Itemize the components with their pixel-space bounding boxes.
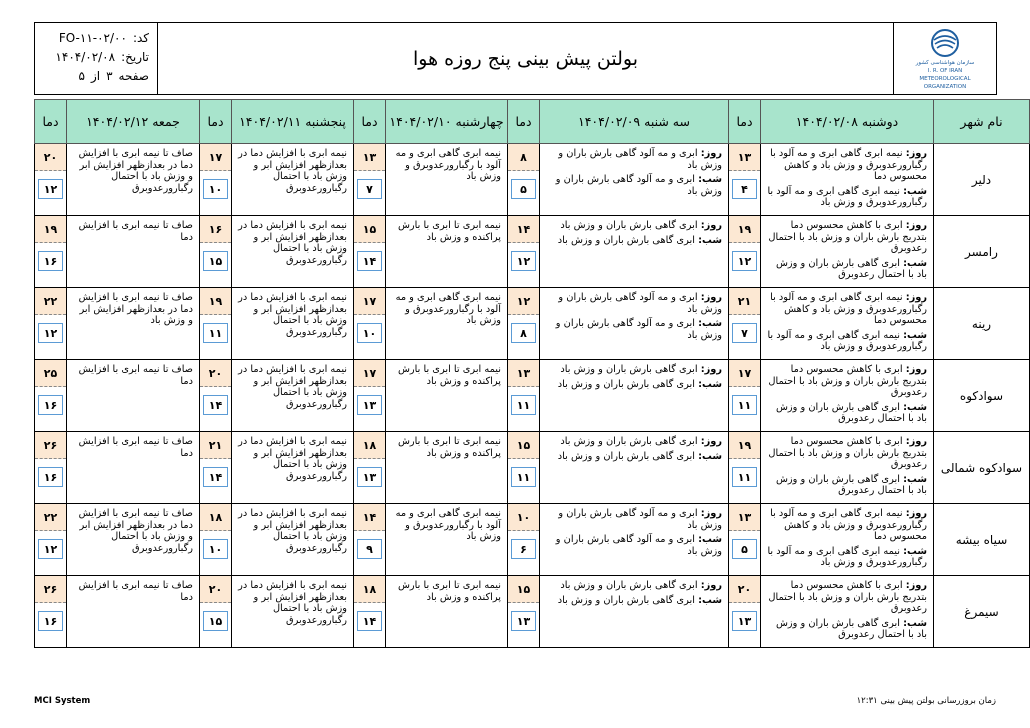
min-temp: ۱۵: [203, 611, 228, 631]
city-name: دلیر: [934, 144, 1030, 216]
night-label: شب:: [698, 534, 722, 545]
code-value: FO-۱۱-۰۲/۰۰: [58, 31, 127, 45]
date-row: [43, 48, 149, 67]
day3-forecast: نیمه ابری تا ابری با بارش پراکنده و وزش باد: [386, 576, 508, 648]
date-label: تاریخ:: [121, 50, 149, 64]
day-label: روز:: [700, 148, 722, 159]
min-temp: ۱۳: [357, 395, 382, 415]
col-day4: پنجشنبه ۱۴۰۴/۰۲/۱۱: [232, 100, 354, 144]
day2-temp: [508, 504, 540, 576]
max-temp: ۱۳: [729, 504, 760, 531]
day4-forecast: نیمه ابری با افزایش دما در بعدازظهر افزایش ابر و وزش باد با احتمال رگبارورعدوبرق: [232, 432, 354, 504]
update-time: ۱۲:۳۱: [856, 696, 878, 706]
city-name: رامسر: [934, 216, 1030, 288]
day5-forecast: صاف تا نیمه ابری با افزایش دما: [67, 576, 200, 648]
day2-temp: [508, 576, 540, 648]
day1-night-text: ابری گاهی بارش باران و وزش باد با احتمال رعدوبرق: [775, 401, 927, 424]
max-temp: ۱۹: [200, 288, 231, 315]
day4-forecast: نیمه ابری با افزایش دما در بعدازظهر افزایش ابر و وزش باد با احتمال رگبارورعدوبرق: [232, 504, 354, 576]
day3-temp: [354, 576, 386, 648]
day3-temp: [354, 360, 386, 432]
day5-temp: [35, 216, 67, 288]
day1-day-text: ابری با کاهش محسوس دما بتدریج بارش باران و وزش باد با احتمال رعدوبرق: [768, 580, 927, 614]
logo-cell: [893, 23, 996, 94]
night-label: شب:: [698, 174, 722, 185]
day5-temp: [35, 360, 67, 432]
max-temp: ۱۷: [354, 360, 385, 387]
night-label: شب:: [698, 450, 722, 462]
min-temp: ۶: [511, 539, 536, 559]
col-day4-temp: دما: [200, 100, 232, 144]
min-temp: ۱۱: [511, 395, 536, 415]
logo: [916, 28, 975, 90]
min-temp: ۱۶: [38, 467, 63, 487]
page-label: صفحه: [118, 69, 149, 83]
max-temp: ۱۸: [354, 432, 385, 459]
date-value: ۱۴۰۴/۰۲/۰۸: [55, 50, 116, 64]
min-temp: ۱۲: [38, 323, 63, 343]
day3-forecast: نیمه ابری تا ابری با بارش پراکنده و وزش باد: [386, 360, 508, 432]
col-day1: دوشنبه ۱۴۰۴/۰۲/۰۸: [761, 100, 934, 144]
day2-night-text: ابری گاهی بارش باران و وزش باد: [557, 378, 695, 390]
day2-forecast: [540, 360, 729, 432]
code-label: کد:: [132, 31, 149, 45]
max-temp: ۲۵: [35, 360, 66, 387]
day1-forecast: [761, 288, 934, 360]
max-temp: ۱۳: [354, 144, 385, 171]
day1-day-text: نیمه ابری گاهی ابری و مه آلود با رگبارورعدوبرق و وزش باد و کاهش محسوس دما: [770, 508, 927, 542]
day2-day-text: ابری گاهی بارش باران و وزش باد: [560, 580, 698, 591]
day3-forecast: نیمه ابری گاهی ابری و مه آلود با رگبارورعدوبرق و وزش باد: [386, 144, 508, 216]
day4-temp: [200, 504, 232, 576]
day3-forecast: نیمه ابری گاهی ابری و مه آلود با رگبارورعدوبرق و وزش باد: [386, 504, 508, 576]
min-temp: ۹: [357, 539, 382, 559]
day1-day-text: ابری با کاهش محسوس دما بتدریج بارش باران و وزش باد با احتمال رعدوبرق: [768, 364, 927, 398]
table-row: [35, 144, 1030, 216]
day3-temp: [354, 504, 386, 576]
day1-temp: [729, 360, 761, 432]
day5-forecast: صاف تا نیمه ابری با افزایش دما در بعدازظهر افزایش ابر و وزش باد با احتمال رگبارورعدوبرق: [67, 144, 200, 216]
night-label: شب:: [698, 378, 722, 390]
max-temp: ۱۷: [200, 144, 231, 171]
day4-forecast: نیمه ابری با افزایش دما در بعدازظهر افزایش ابر و وزش باد با احتمال رگبارورعدوبرق: [232, 576, 354, 648]
day1-temp: [729, 432, 761, 504]
day1-forecast: [761, 216, 934, 288]
day1-day-text: ابری با کاهش محسوس دما بتدریج بارش باران و وزش باد با احتمال رعدوبرق: [768, 220, 927, 254]
night-label: شب:: [903, 185, 927, 197]
max-temp: ۱۹: [35, 216, 66, 243]
logo-line-4: ORGANIZATION: [923, 83, 967, 90]
max-temp: ۱۰: [508, 504, 539, 531]
day1-forecast: [761, 432, 934, 504]
page-row: [43, 67, 149, 86]
page-of: از: [90, 69, 101, 83]
day3-temp: [354, 288, 386, 360]
max-temp: ۱۷: [354, 288, 385, 315]
max-temp: ۲۱: [729, 288, 760, 315]
max-temp: ۱۲: [508, 288, 539, 315]
day1-temp: [729, 288, 761, 360]
max-temp: ۱۸: [200, 504, 231, 531]
min-temp: ۱۴: [357, 251, 382, 271]
night-label: شب:: [903, 329, 927, 341]
code-row: [43, 29, 149, 48]
bulletin-header: [34, 22, 997, 95]
night-label: شب:: [698, 594, 722, 606]
day-label: روز:: [700, 220, 722, 231]
col-day1-temp: دما: [729, 100, 761, 144]
min-temp: ۱۱: [732, 395, 757, 415]
max-temp: ۱۵: [354, 216, 385, 243]
day3-temp: [354, 144, 386, 216]
table-row: [35, 216, 1030, 288]
day2-night-text: ابری و مه آلود گاهی بارش باران و وزش باد: [555, 174, 722, 197]
min-temp: ۱۰: [203, 539, 228, 559]
day2-night-text: ابری و مه آلود گاهی بارش باران و وزش باد: [555, 534, 722, 557]
system-name: MCI System: [34, 696, 91, 706]
day-label: روز:: [905, 292, 927, 303]
min-temp: ۱۳: [357, 467, 382, 487]
day4-forecast: نیمه ابری با افزایش دما در بعدازظهر افزایش ابر و وزش باد با احتمال رگبارورعدوبرق: [232, 288, 354, 360]
max-temp: ۱۵: [508, 432, 539, 459]
day2-temp: [508, 216, 540, 288]
min-temp: ۱۱: [511, 467, 536, 487]
day2-day-text: ابری گاهی بارش باران و وزش باد: [560, 436, 698, 447]
table-header-row: [35, 100, 1030, 144]
min-temp: ۱۵: [203, 251, 228, 271]
table-row: [35, 360, 1030, 432]
logo-line-3: METEOROLOGICAL: [919, 75, 971, 82]
day5-forecast: صاف تا نیمه ابری با افزایش دما در بعدازظهر افزایش ابر و وزش باد: [67, 288, 200, 360]
city-name: سوادکوه: [934, 360, 1030, 432]
max-temp: ۱۴: [508, 216, 539, 243]
day1-night-text: ابری گاهی بارش باران و وزش باد با احتمال رعدوبرق: [775, 617, 927, 640]
page-total: ۵: [78, 69, 85, 83]
day3-forecast: نیمه ابری تا ابری با بارش پراکنده و وزش باد: [386, 216, 508, 288]
day-label: روز:: [700, 292, 722, 303]
day2-forecast: [540, 432, 729, 504]
day-label: روز:: [700, 364, 722, 375]
max-temp: ۱۳: [508, 360, 539, 387]
max-temp: ۲۰: [35, 144, 66, 171]
min-temp: ۱۱: [203, 323, 228, 343]
day2-temp: [508, 360, 540, 432]
min-temp: ۵: [732, 539, 757, 559]
day1-forecast: [761, 144, 934, 216]
min-temp: ۱۶: [38, 395, 63, 415]
day4-temp: [200, 360, 232, 432]
min-temp: ۱۴: [357, 611, 382, 631]
day1-day-text: نیمه ابری گاهی ابری و مه آلود با رگبارورعدوبرق و وزش باد و کاهش محسوس دما: [770, 292, 927, 326]
table-row: [35, 432, 1030, 504]
min-temp: ۱۲: [732, 251, 757, 271]
max-temp: ۱۷: [729, 360, 760, 387]
day1-day-text: نیمه ابری گاهی ابری و مه آلود با رگبارورعدوبرق و وزش باد و کاهش محسوس دما: [770, 148, 927, 182]
page-current: ۳: [106, 69, 113, 83]
day1-temp: [729, 144, 761, 216]
day5-temp: [35, 504, 67, 576]
day2-day-text: ابری و مه آلود گاهی بارش باران و وزش باد: [558, 148, 722, 171]
day3-forecast: نیمه ابری گاهی ابری و مه آلود با رگبارورعدوبرق و وزش باد: [386, 288, 508, 360]
city-name: رینه: [934, 288, 1030, 360]
day5-temp: [35, 432, 67, 504]
day4-forecast: نیمه ابری با افزایش دما در بعدازظهر افزایش ابر و وزش باد با احتمال رگبارورعدوبرق: [232, 360, 354, 432]
day2-temp: [508, 144, 540, 216]
day-label: روز:: [700, 508, 722, 519]
night-label: شب:: [903, 545, 927, 557]
day1-forecast: [761, 360, 934, 432]
col-day2-temp: دما: [508, 100, 540, 144]
logo-line-2: I. R. OF IRAN: [927, 67, 963, 74]
table-row: [35, 576, 1030, 648]
table-row: [35, 288, 1030, 360]
max-temp: ۲۶: [35, 576, 66, 603]
day4-temp: [200, 432, 232, 504]
max-temp: ۲۱: [200, 432, 231, 459]
col-day2: سه شنبه ۱۴۰۴/۰۲/۰۹: [540, 100, 729, 144]
logo-line-1: سازمان هواشناسی کشور: [915, 59, 975, 66]
day4-forecast: نیمه ابری با افزایش دما در بعدازظهر افزایش ابر و وزش باد با احتمال رگبارورعدوبرق: [232, 144, 354, 216]
day1-night-text: نیمه ابری گاهی ابری و مه آلود با رگبارورعدوبرق و وزش باد: [767, 545, 927, 568]
day1-forecast: [761, 504, 934, 576]
day2-day-text: ابری و مه آلود گاهی بارش باران و وزش باد: [558, 508, 722, 531]
night-label: شب:: [903, 257, 927, 269]
day3-temp: [354, 432, 386, 504]
day1-night-text: ابری گاهی بارش باران و وزش باد با احتمال رعدوبرق: [775, 473, 927, 496]
city-name: سوادکوه شمالی: [934, 432, 1030, 504]
max-temp: ۲۲: [35, 504, 66, 531]
day5-temp: [35, 288, 67, 360]
max-temp: ۲۲: [35, 288, 66, 315]
max-temp: ۸: [508, 144, 539, 171]
day5-forecast: صاف تا نیمه ابری با افزایش دما: [67, 432, 200, 504]
day5-forecast: صاف تا نیمه ابری با افزایش دما در بعدازظهر افزایش ابر و وزش باد با احتمال رگبارورعدوبرق: [67, 504, 200, 576]
day4-temp: [200, 576, 232, 648]
min-temp: ۵: [511, 179, 536, 199]
day-label: روز:: [905, 220, 927, 231]
day1-temp: [729, 576, 761, 648]
city-name: سیمرغ: [934, 576, 1030, 648]
day2-day-text: ابری گاهی بارش باران و وزش باد: [560, 364, 698, 375]
day1-forecast: [761, 576, 934, 648]
max-temp: ۲۶: [35, 432, 66, 459]
max-temp: ۱۵: [508, 576, 539, 603]
day5-temp: [35, 576, 67, 648]
day2-temp: [508, 432, 540, 504]
min-temp: ۱۲: [38, 539, 63, 559]
col-city: نام شهر: [934, 100, 1030, 144]
min-temp: ۱۶: [38, 611, 63, 631]
night-label: شب:: [698, 234, 722, 246]
day1-temp: [729, 216, 761, 288]
meteorological-organization-logo-icon: [925, 28, 965, 58]
min-temp: ۱۳: [511, 611, 536, 631]
day5-forecast: صاف تا نیمه ابری با افزایش دما: [67, 216, 200, 288]
max-temp: ۱۶: [200, 216, 231, 243]
night-label: شب:: [903, 617, 927, 629]
night-label: شب:: [903, 401, 927, 413]
day4-temp: [200, 288, 232, 360]
max-temp: ۱۴: [354, 504, 385, 531]
day2-forecast: [540, 288, 729, 360]
min-temp: ۱۰: [203, 179, 228, 199]
day1-day-text: ابری با کاهش محسوس دما بتدریج بارش باران و وزش باد با احتمال رعدوبرق: [768, 436, 927, 470]
col-day5: جمعه ۱۴۰۴/۰۲/۱۲: [67, 100, 200, 144]
night-label: شب:: [903, 473, 927, 485]
min-temp: ۱۰: [357, 323, 382, 343]
min-temp: ۱۴: [203, 467, 228, 487]
day2-night-text: ابری گاهی بارش باران و وزش باد: [557, 234, 695, 246]
day-label: روز:: [700, 580, 722, 591]
day-label: روز:: [905, 508, 927, 519]
day3-temp: [354, 216, 386, 288]
max-temp: ۱۸: [354, 576, 385, 603]
min-temp: ۱۲: [511, 251, 536, 271]
day5-forecast: صاف تا نیمه ابری با افزایش دما: [67, 360, 200, 432]
day4-temp: [200, 216, 232, 288]
col-day5-temp: دما: [35, 100, 67, 144]
document-meta: [35, 23, 158, 94]
min-temp: ۱۴: [203, 395, 228, 415]
max-temp: ۲۰: [729, 576, 760, 603]
day5-temp: [35, 144, 67, 216]
day2-forecast: [540, 216, 729, 288]
min-temp: ۱۱: [732, 467, 757, 487]
col-day3: چهارشنبه ۱۴۰۴/۰۲/۱۰: [386, 100, 508, 144]
max-temp: ۲۰: [200, 576, 231, 603]
day2-day-text: ابری و مه آلود گاهی بارش باران و وزش باد: [558, 292, 722, 315]
day-label: روز:: [905, 436, 927, 447]
day1-temp: [729, 504, 761, 576]
table-row: [35, 504, 1030, 576]
day-label: روز:: [700, 436, 722, 447]
min-temp: ۱۶: [38, 251, 63, 271]
day-label: روز:: [905, 580, 927, 591]
night-label: شب:: [698, 318, 722, 329]
page-title: بولتن پیش بینی پنج روزه هوا: [413, 47, 639, 70]
day-label: روز:: [905, 148, 927, 159]
min-temp: ۷: [732, 323, 757, 343]
max-temp: ۱۹: [729, 432, 760, 459]
forecast-table: [34, 99, 1030, 648]
min-temp: ۱۳: [732, 611, 757, 631]
min-temp: ۸: [511, 323, 536, 343]
day4-temp: [200, 144, 232, 216]
update-time-footer: [857, 696, 996, 706]
day2-night-text: ابری گاهی بارش باران و وزش باد: [557, 450, 695, 462]
day1-night-text: ابری گاهی بارش باران و وزش باد با احتمال رعدوبرق: [775, 257, 927, 280]
col-day3-temp: دما: [354, 100, 386, 144]
max-temp: ۲۰: [200, 360, 231, 387]
day1-night-text: نیمه ابری گاهی ابری و مه آلود با رگبارورعدوبرق و وزش باد: [767, 185, 927, 208]
day2-day-text: ابری گاهی بارش باران و وزش باد: [560, 220, 698, 231]
max-temp: ۱۳: [729, 144, 760, 171]
update-label: زمان بروزرسانی بولتن پیش بینی: [880, 696, 996, 706]
day2-forecast: [540, 576, 729, 648]
day2-night-text: ابری و مه آلود گاهی بارش باران و وزش باد: [555, 318, 722, 341]
day2-forecast: [540, 504, 729, 576]
min-temp: ۷: [357, 179, 382, 199]
min-temp: ۴: [732, 179, 757, 199]
day1-night-text: نیمه ابری گاهی ابری و مه آلود با رگبارورعدوبرق و وزش باد: [767, 329, 927, 352]
day-label: روز:: [905, 364, 927, 375]
max-temp: ۱۹: [729, 216, 760, 243]
city-name: سیاه بیشه: [934, 504, 1030, 576]
day2-night-text: ابری گاهی بارش باران و وزش باد: [557, 594, 695, 606]
min-temp: ۱۲: [38, 179, 63, 199]
day2-forecast: [540, 144, 729, 216]
day4-forecast: نیمه ابری با افزایش دما در بعدازظهر افزایش ابر و وزش باد با احتمال رگبارورعدوبرق: [232, 216, 354, 288]
day2-temp: [508, 288, 540, 360]
day3-forecast: نیمه ابری تا ابری با بارش پراکنده و وزش باد: [386, 432, 508, 504]
